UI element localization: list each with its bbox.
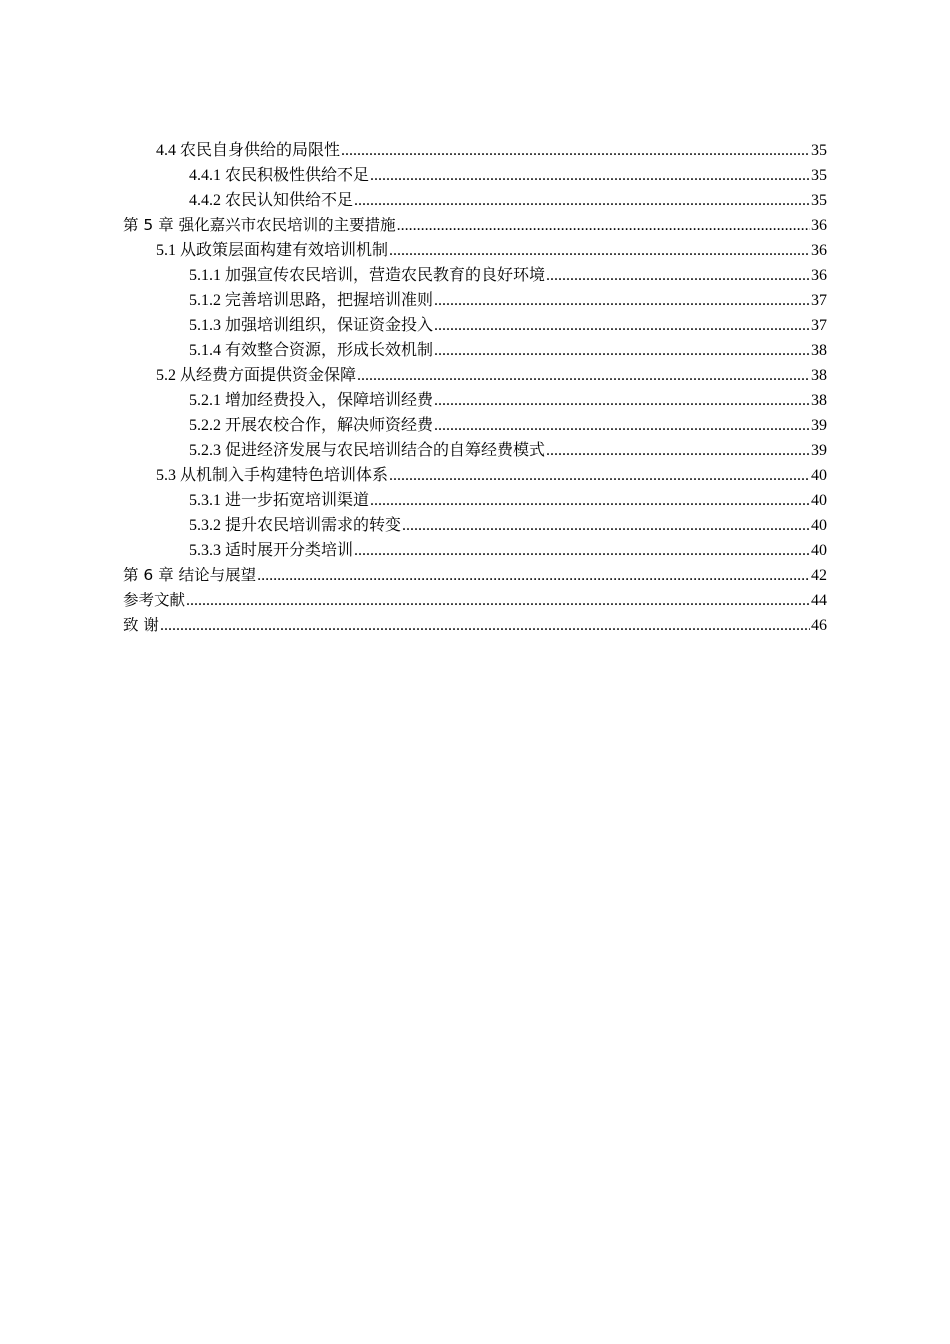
toc-entry-label: 5.2.2 开展农校合作，解决师资经费 <box>189 417 434 434</box>
toc-entry-5-1[interactable] <box>123 238 827 263</box>
toc-dot-leader <box>370 488 810 513</box>
toc-dot-leader <box>354 188 810 213</box>
toc-entry-5-1-3[interactable] <box>123 313 827 338</box>
toc-page-number: 40 <box>811 467 827 484</box>
toc-entry-5-3-1[interactable] <box>123 488 827 513</box>
toc-page-number: 35 <box>811 167 827 184</box>
toc-entry-label: 5.2 从经费方面提供资金保障 <box>156 367 357 384</box>
toc-page-number: 40 <box>811 517 827 534</box>
toc-page-number: 36 <box>811 242 827 259</box>
toc-entry-4-4-2[interactable] <box>123 188 827 213</box>
toc-entry-label: 5.2.1 增加经费投入，保障培训经费 <box>189 392 434 409</box>
toc-page-number: 36 <box>811 217 827 234</box>
toc-dot-leader <box>434 313 810 338</box>
toc-dot-leader <box>341 138 810 163</box>
toc-page-number: 42 <box>811 567 827 584</box>
toc-page-number: 38 <box>811 367 827 384</box>
toc-entry-label: 5.1.3 加强培训组织，保证资金投入 <box>189 317 434 334</box>
toc-entry-label: 第 6 章 结论与展望 <box>123 566 257 584</box>
toc-page-number: 35 <box>811 142 827 159</box>
toc-entry-label: 4.4.1 农民积极性供给不足 <box>189 167 370 184</box>
toc-entry-label: 4.4 农民自身供给的局限性 <box>156 142 341 159</box>
toc-entry-4-4[interactable] <box>123 138 827 163</box>
toc-entry-label: 5.1.1 加强宣传农民培训，营造农民教育的良好环境 <box>189 267 546 284</box>
table-of-contents <box>123 138 827 638</box>
toc-dot-leader <box>354 538 810 563</box>
toc-page-number: 38 <box>811 342 827 359</box>
toc-dot-leader <box>434 413 810 438</box>
toc-dot-leader <box>389 238 810 263</box>
toc-dot-leader <box>186 588 810 613</box>
toc-entry-acknowledgements[interactable] <box>123 613 827 638</box>
toc-entry-label: 4.4.2 农民认知供给不足 <box>189 192 354 209</box>
toc-entry-5-1-4[interactable] <box>123 338 827 363</box>
toc-dot-leader <box>397 213 810 238</box>
toc-entry-label: 5.1.4 有效整合资源，形成长效机制 <box>189 342 434 359</box>
toc-dot-leader <box>370 163 810 188</box>
toc-entry-label: 5.3.2 提升农民培训需求的转变 <box>189 517 402 534</box>
toc-entry-label: 致 谢 <box>123 616 159 634</box>
toc-entry-references[interactable] <box>123 588 827 613</box>
toc-page-number: 39 <box>811 442 827 459</box>
toc-page-number: 36 <box>811 267 827 284</box>
toc-entry-4-4-1[interactable] <box>123 163 827 188</box>
toc-entry-5-3-3[interactable] <box>123 538 827 563</box>
toc-dot-leader <box>546 438 810 463</box>
toc-page-number: 39 <box>811 417 827 434</box>
toc-dot-leader <box>434 388 810 413</box>
toc-dot-leader <box>402 513 810 538</box>
toc-page-number: 40 <box>811 492 827 509</box>
toc-entry-5-3[interactable] <box>123 463 827 488</box>
toc-entry-5-2-2[interactable] <box>123 413 827 438</box>
toc-entry-label: 第 5 章 强化嘉兴市农民培训的主要措施 <box>123 216 396 234</box>
toc-entry-label: 5.3.3 适时展开分类培训 <box>189 542 354 559</box>
toc-entry-5-2-3[interactable] <box>123 438 827 463</box>
toc-page-number: 37 <box>811 317 827 334</box>
toc-dot-leader <box>546 263 810 288</box>
toc-page-number: 40 <box>811 542 827 559</box>
toc-entry-label: 5.2.3 促进经济发展与农民培训结合的自筹经费模式 <box>189 442 546 459</box>
toc-page-number: 46 <box>811 617 827 634</box>
toc-page-number: 44 <box>811 592 827 609</box>
toc-entry-label: 5.3.1 进一步拓宽培训渠道 <box>189 492 370 509</box>
toc-entry-chapter-5[interactable] <box>123 213 827 238</box>
toc-entry-5-1-1[interactable] <box>123 263 827 288</box>
toc-dot-leader <box>357 363 810 388</box>
toc-dot-leader <box>389 463 810 488</box>
toc-entry-5-2-1[interactable] <box>123 388 827 413</box>
toc-dot-leader <box>434 338 810 363</box>
toc-entry-label: 参考文献 <box>123 591 186 609</box>
toc-page-number: 38 <box>811 392 827 409</box>
toc-entry-label: 5.1 从政策层面构建有效培训机制 <box>156 242 389 259</box>
toc-entry-5-3-2[interactable] <box>123 513 827 538</box>
toc-entry-label: 5.3 从机制入手构建特色培训体系 <box>156 467 389 484</box>
toc-dot-leader <box>257 563 810 588</box>
toc-page-number: 37 <box>811 292 827 309</box>
toc-entry-5-2[interactable] <box>123 363 827 388</box>
toc-dot-leader <box>160 613 810 638</box>
toc-entry-chapter-6[interactable] <box>123 563 827 588</box>
toc-dot-leader <box>434 288 810 313</box>
toc-page-number: 35 <box>811 192 827 209</box>
toc-entry-5-1-2[interactable] <box>123 288 827 313</box>
toc-entry-label: 5.1.2 完善培训思路，把握培训准则 <box>189 292 434 309</box>
